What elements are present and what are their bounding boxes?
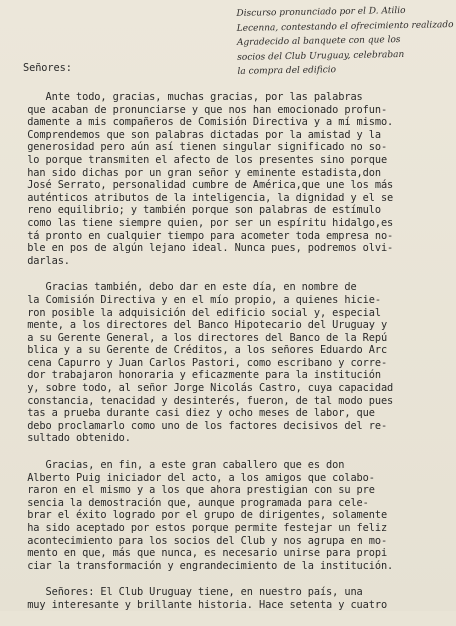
- speech-body: [15, 91, 447, 626]
- text-line: Alberto Puig iniciador del acto, a los amigos que colabo-: [15, 471, 375, 484]
- text-line: darlas.: [15, 254, 70, 267]
- text-line: damente a mis compañeros de Comisión Directiva y a mí mismo.: [15, 116, 394, 129]
- text-line: mente, a los directores del Banco Hipotecario del Uruguay y: [15, 319, 388, 332]
- text-line: como las tiene siempre quien, por ser un espíritu hidalgo,es: [15, 216, 394, 229]
- text-line: tas a prueba durante casi diez y ocho meses de labor, que: [15, 407, 375, 420]
- text-line: ble en pos de algún lejano ideal. Nunca pues, podremos olvi-: [15, 242, 394, 255]
- text-line: Señores: El Club Uruguay tiene, en nuestro país, una: [15, 586, 363, 599]
- handwritten-line: Agradecido al banquete con que los: [236, 35, 401, 48]
- text-line: auténticos atributos de la inteligencia, la dignidad y el se: [15, 191, 394, 204]
- paragraph: [15, 586, 447, 611]
- text-line: lo porque transmiten el afecto de los presentes sino porque: [15, 153, 388, 166]
- text-line: blica y a su Gerente de Créditos, a los señores Eduardo Arc: [15, 344, 388, 357]
- text-line: José Serrato, personalidad cumbre de América,que une los más: [15, 179, 394, 192]
- text-line: Comprendemos que son palabras dictadas por la amistad y la: [15, 128, 381, 141]
- text-line: raron en el mismo y a los que ahora prestigian con su pre: [15, 484, 375, 497]
- text-line: y, sobre todo, al señor Jorge Nicolás Castro, cuya capacidad: [15, 382, 394, 395]
- text-line: dor trabajaron honoraria y eficazmente para la institución: [15, 369, 381, 382]
- text-line: que acaban de pronunciarse y que nos han emocionado profun-: [15, 103, 388, 116]
- text-line: ron posible la adquisición del edificio social y, especial: [15, 306, 381, 319]
- text-line: debo proclamarlo como uno de los factores decisivos del re-: [15, 419, 388, 432]
- text-line: reno equilibrio; y también porque son palabras de estímulo: [15, 204, 381, 217]
- text-line: muy interesante y brillante historia. Hace setenta y cuatro: [15, 598, 388, 611]
- text-line: sencia la demostración que, aunque programada para cele-: [15, 496, 369, 509]
- handwritten-line: socios del Club Uruguay, celebraban: [237, 49, 405, 63]
- text-line: la Comisión Directiva y en el mío propio, a quienes hicie-: [15, 293, 381, 306]
- text-line: brar el éxito logrado por el grupo de dirigentes, solamente: [15, 509, 388, 522]
- handwritten-line: Discurso pronunciado por el D. Atilio: [236, 5, 406, 19]
- text-line: Ante todo, gracias, muchas gracias, por las palabras: [15, 91, 363, 103]
- handwritten-note: [236, 3, 454, 79]
- paragraph: [15, 459, 447, 572]
- paragraph: [15, 281, 447, 445]
- text-line: generosidad pero aún así tienen singular significado no so-: [15, 141, 388, 154]
- handwritten-line: Lecenna, contestando el ofrecimiento realizado: [236, 19, 454, 34]
- text-line: constancia, tenacidad y desinterés, fueron, de tal modo pues: [15, 394, 394, 407]
- text-line: mento en que, más que nunca, es necesario unirse para propi: [15, 547, 388, 560]
- handwritten-line: la compra del edificio: [237, 65, 337, 77]
- text-line: Gracias también, debo dar en este día, en nombre de: [15, 281, 357, 294]
- text-line: cena Capurro y Juan Carlos Pastori, como escribano y corre-: [15, 356, 388, 369]
- greeting: Señores:: [23, 62, 72, 74]
- text-line: a su Gerente General, a los directores del Banco de la Repú: [15, 331, 388, 344]
- text-line: ciar la transformación y engrandecimiento de la institución.: [15, 559, 394, 572]
- text-line: tá pronto en cualquier tiempo para acometer toda empresa no-: [15, 229, 394, 242]
- text-line: sultado obtenido.: [15, 432, 131, 445]
- text-line: Gracias, en fin, a este gran caballero que es don: [15, 459, 345, 472]
- paragraph: [15, 91, 447, 267]
- text-line: han sido dichas por un gran señor y eminente estadista,don: [15, 166, 381, 179]
- text-line: acontecimiento para los socios del Club y nos agrupa en mo-: [15, 534, 388, 547]
- text-line: ha sido aceptado por estos porque permite festejar un feliz: [15, 522, 388, 534]
